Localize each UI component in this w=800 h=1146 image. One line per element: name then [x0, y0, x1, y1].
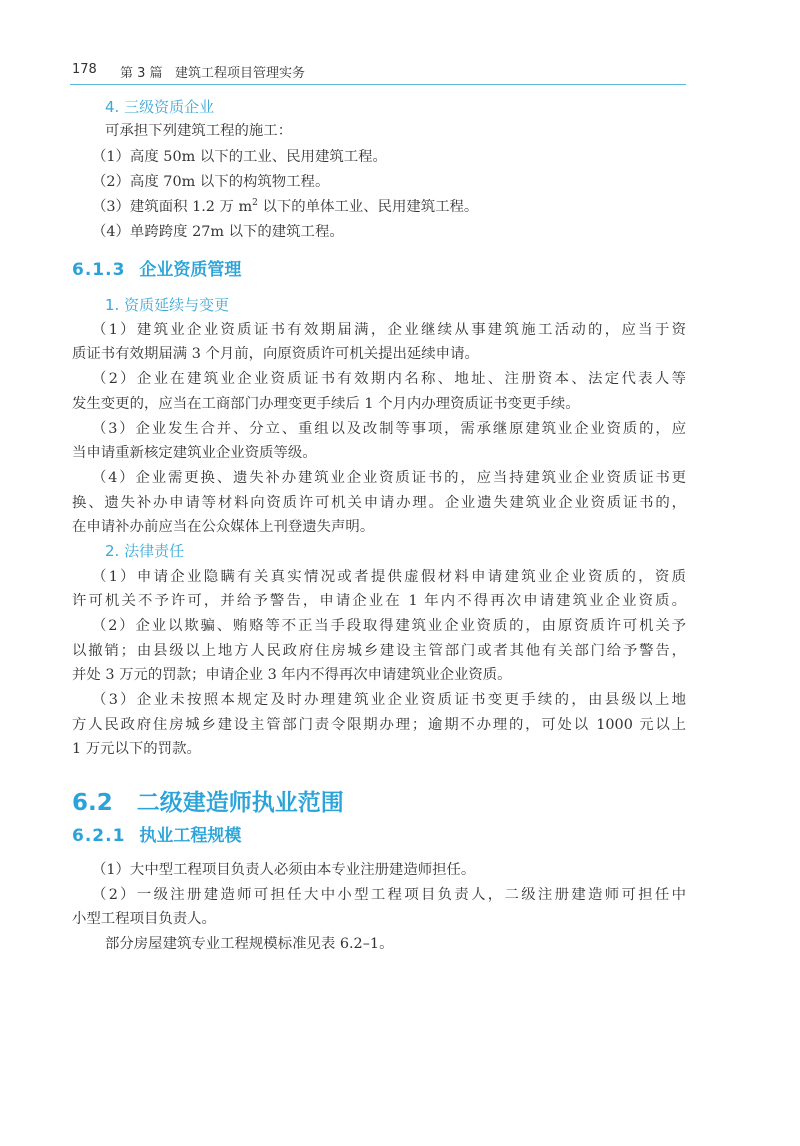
- chapter-number: 6.2: [72, 790, 113, 816]
- paragraph-line: 当申请重新核定建筑业企业资质等级。: [72, 445, 317, 461]
- section-title: 执业工程规模: [139, 826, 242, 846]
- paragraph-line: 小型工程项目负责人。: [72, 911, 216, 927]
- section-title: 企业资质管理: [139, 260, 242, 280]
- paragraph-line: 部分房屋建筑专业工程规模标准见表 6.2–1。: [105, 936, 394, 952]
- header-divider: [70, 84, 686, 85]
- paragraph-line: （3）企业未按照本规定及时办理建筑业企业资质证书变更手续的，由县级以上地: [92, 692, 686, 708]
- list-item: （1）高度 50m 以下的工业、民用建筑工程。: [92, 149, 387, 165]
- running-header: [72, 62, 684, 82]
- section-heading-6-1-3: [72, 259, 241, 281]
- paragraph-line: 在申请补办前应当在公众媒体上刊登遗失声明。: [72, 519, 375, 535]
- paragraph-line: （1）大中型工程项目负责人必须由本专业注册建造师担任。: [92, 862, 476, 878]
- paragraph-line: 许可机关不予许可，并给予警告，申请企业在 1 年内不得再次申请建筑业企业资质。: [72, 593, 686, 609]
- section-number: 6.1.3: [72, 260, 126, 280]
- paragraph-line: （1）申请企业隐瞒有关真实情况或者提供虚假材料申请建筑业企业资质的，资质: [92, 569, 686, 585]
- subheading-legal: 2. 法律责任: [105, 542, 185, 560]
- paragraph-line: （1）建筑业企业资质证书有效期届满，企业继续从事建筑施工活动的，应当于资: [92, 322, 686, 338]
- paragraph-line: 换、遗失补办申请等材料向资质许可机关申请办理。企业遗失建筑业企业资质证书的，: [72, 495, 686, 511]
- list-item: （2）高度 70m 以下的构筑物工程。: [92, 174, 330, 190]
- superscript: 2: [252, 198, 258, 208]
- paragraph-line: 并处 3 万元的罚款；申请企业 3 年内不得再次申请建筑业企业资质。: [72, 667, 512, 683]
- paragraph-line: 可承担下列建筑工程的施工：: [105, 123, 293, 139]
- book-title: 建筑工程项目管理实务: [175, 66, 306, 81]
- list-item: （4）单跨跨度 27m 以下的建筑工程。: [92, 224, 344, 240]
- paragraph-line: （2）企业以欺骗、贿赂等不正当手段取得建筑业企业资质的，由原资质许可机关予: [92, 618, 686, 634]
- subheading-grade3: 4. 三级资质企业: [105, 98, 215, 116]
- paragraph-line: 发生变更的，应当在工商部门办理变更手续后 1 个月内办理资质证书变更手续。: [72, 396, 580, 412]
- list-item-text: （3）建筑面积 1.2 万 m: [92, 199, 253, 215]
- page-number: 178: [72, 62, 97, 77]
- paragraph-line: （3）企业发生合并、分立、重组以及改制等事项，需承继原建筑业企业资质的，应: [92, 421, 686, 437]
- section-number: 6.2.1: [72, 826, 126, 846]
- paragraph-line: （4）企业需更换、遗失补办建筑业企业资质证书的，应当持建筑业企业资质证书更: [92, 470, 686, 486]
- list-item: [92, 197, 478, 217]
- paragraph-line: 1 万元以下的罚款。: [72, 741, 201, 757]
- paragraph-line: 方人民政府住房城乡建设主管部门责令限期办理；逾期不办理的，可处以 1000 元以上: [72, 717, 686, 733]
- chapter-title: 二级建造师执业范围: [136, 790, 344, 816]
- section-heading-6-2-1: [72, 825, 241, 847]
- paragraph-line: 以撤销；由县级以上地方人民政府住房城乡建设主管部门或者其他有关部门给予警告，: [72, 643, 686, 659]
- paragraph-line: （2）企业在建筑业企业资质证书有效期内名称、地址、注册资本、法定代表人等: [92, 371, 686, 387]
- subheading-renewal: 1. 资质延续与变更: [105, 296, 230, 314]
- paragraph-line: （2）一级注册建造师可担任大中小型工程项目负责人，二级注册建造师可担任中: [92, 887, 686, 903]
- list-item-text: 以下的单体工业、民用建筑工程。: [257, 199, 479, 215]
- paragraph-line: 质证书有效期届满 3 个月前，向原资质许可机关提出延续申请。: [72, 346, 479, 362]
- part-label: 第 3 篇: [120, 66, 163, 81]
- chapter-heading-6-2: [72, 788, 344, 818]
